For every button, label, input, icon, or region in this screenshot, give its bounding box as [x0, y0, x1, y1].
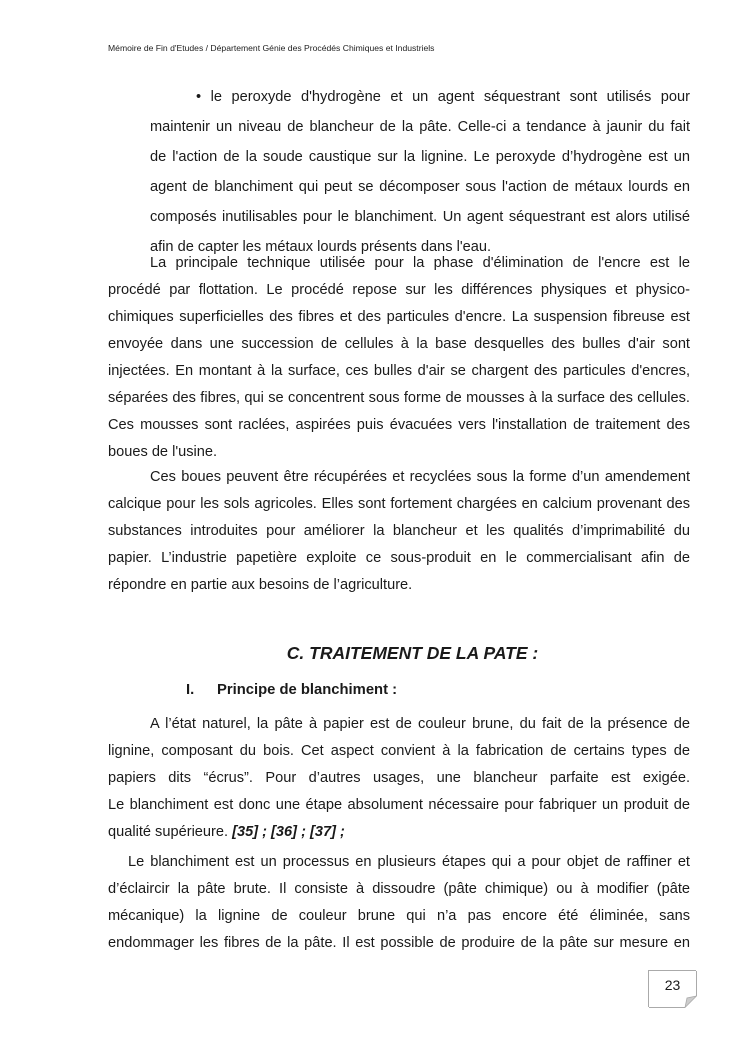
text-line: papier. L’industrie papetière exploite ce sous-produit en le commercialisant afin de: [108, 550, 690, 566]
text-line: calcique pour les sols agricoles. Elles sont fortement chargées en calcium provenant des: [108, 496, 690, 512]
text-line: qualité supérieure. [35] ; [36] ; [37] ;: [108, 824, 345, 840]
text-line: papiers dits “écrus”. Pour d’autres usages, une blancheur parfaite est exigée.: [108, 770, 690, 786]
text-line: agent de blanchiment qui peut se décomposer sous l'action de métaux lourds en: [150, 179, 690, 195]
text-line: • le peroxyde d'hydrogène et un agent séquestrant sont utilisés pour: [196, 89, 690, 105]
text-line: substances introduites pour améliorer la blancheur et les qualités d’imprimabilité du: [108, 523, 690, 539]
bullet-icon: •: [196, 89, 202, 105]
text-line: chimiques superficielles des fibres et des particules d'encre. La suspension fibreuse est: [108, 309, 690, 325]
text-line: injectées. En montant à la surface, ces bulles d'air se chargent des particules d'encres,: [108, 363, 690, 379]
text-line: mécanique) la lignine de couleur brune qui n’a pas encore été éliminée, sans: [108, 908, 690, 924]
text-line: afin de capter les métaux lourds présents dans l'eau.: [150, 239, 492, 255]
text-line: répondre en partie aux besoins de l’agriculture.: [108, 577, 413, 593]
text-line: envoyée dans une succession de cellules à la base desquelles des bulles d'air sont: [108, 336, 690, 352]
page-number-box: [648, 970, 696, 1007]
subsection-title: Principe de blanchiment :: [217, 682, 398, 698]
text-line: Le blanchiment est donc une étape absolument nécessaire pour fabriquer un produit de: [108, 797, 690, 813]
subsection-number: I.: [186, 682, 195, 698]
page-number: 23: [664, 977, 681, 993]
text-line: Ces mousses sont raclées, aspirées puis évacuées vers l'installation de traitement des: [108, 417, 690, 433]
text-line: boues de l'usine.: [108, 444, 218, 460]
section-title: C. TRAITEMENT DE LA PATE :: [286, 643, 539, 663]
text-line: Le blanchiment est un processus en plusieurs étapes qui a pour objet de raffiner et: [128, 854, 690, 870]
subsection-heading: [186, 680, 397, 700]
text-line: composés inutilisables pour le blanchiment. Un agent séquestrant est alors utilisé: [150, 209, 690, 225]
text-line: A l’état naturel, la pâte à papier est de couleur brune, du fait de la présence de: [150, 716, 690, 732]
paragraph-principe: [108, 714, 690, 849]
text-line: lignine, composant du bois. Cet aspect convient à la fabrication de certains types de: [108, 743, 690, 759]
running-header: Mémoire de Fin d'Etudes / Département Génie des Procédés Chimiques et Industriels: [108, 43, 435, 53]
bullet-paragraph: [108, 87, 690, 267]
text-line: d’éclaircir la pâte brute. Il consiste à dissoudre (pâte chimique) ou à modifier (pâte: [108, 881, 690, 897]
text-line: endommager les fibres de la pâte. Il est possible de produire de la pâte sur mesure en: [108, 935, 690, 951]
text-line: La principale technique utilisée pour la phase d'élimination de l'encre est le: [150, 255, 690, 271]
text-line: de l'action de la soude caustique sur la lignine. Le peroxyde d’hydrogène est un: [150, 149, 690, 165]
paragraph-processus: [108, 852, 690, 960]
text-line: Ces boues peuvent être récupérées et recyclées sous la forme d’un amendement: [150, 469, 690, 485]
paragraph-boues: [108, 467, 690, 602]
text-line: maintenir un niveau de blancheur de la pâte. Celle-ci a tendance à jaunir du fait: [150, 119, 690, 135]
paragraph-flottation: [108, 253, 690, 469]
citation-refs: [35] ; [36] ; [37] ;: [232, 824, 345, 840]
text-line: séparées des fibres, qui se concentrent sous forme de mousses à la surface des cellules.: [108, 390, 690, 406]
text-line: procédé par flottation. Le procédé repose sur les différences physiques et physico-: [108, 282, 690, 298]
